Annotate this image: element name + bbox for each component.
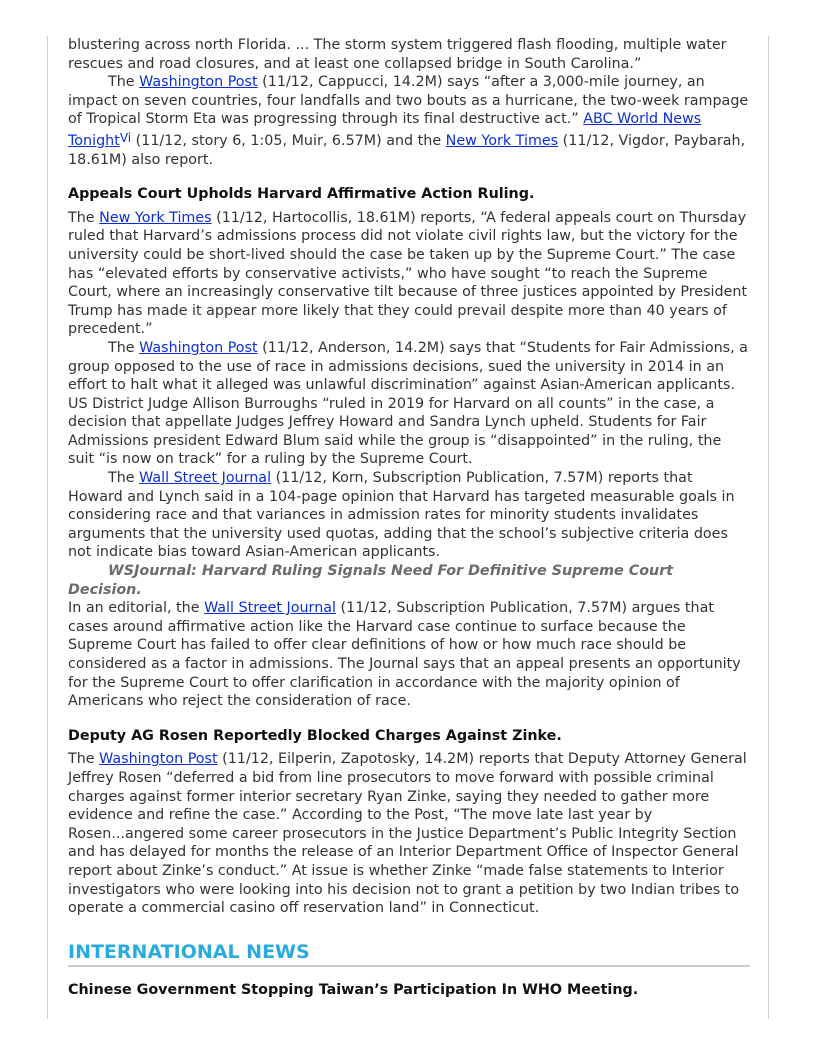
harvard-paragraph-2 bbox=[68, 339, 750, 469]
video-icon[interactable]: Vi bbox=[119, 130, 132, 145]
intro-paragraph-1: blustering across north Florida. ... The storm system triggered flash flooding, multiple water rescues and road closures, and at least one collapsed bridge in South Carolina.” bbox=[68, 37, 727, 72]
text-span: (11/12, Eilperin, Zapotosky, 14.2M) reports that Deputy Attorney General Jeffrey Rosen “deferred a bid from line prosecutors to move forward with possible criminal charges against former interior secretary Ryan Zinke, saying they needed to gather more evidence and refine the case.” According to the Post, “The move late last year by Rosen...angered some career prosecutors in the Justice Department’s Public Integrity Section and has delayed for months the release of an Interior Department Office of Inspector General report about Zinke’s conduct.” At issue is whether Zinke “made false statements to Interior investigators who were looking into his decision not to grant a petition by two Indian tribes to operate a commercial casino off reservation land” in Connecticut. bbox=[68, 751, 747, 917]
harvard-headline: Appeals Court Upholds Harvard Affirmative Action Ruling. bbox=[68, 186, 535, 203]
harvard-paragraph-4 bbox=[68, 599, 750, 711]
harvard-paragraph-3 bbox=[68, 469, 750, 562]
text-span: In an editorial, the bbox=[68, 600, 205, 617]
intro-paragraph-2 bbox=[68, 73, 750, 169]
left-border bbox=[47, 36, 48, 1019]
wall-street-journal-link[interactable]: Wall Street Journal bbox=[204, 600, 336, 617]
taiwan-who-headline: Chinese Government Stopping Taiwan’s Participation In WHO Meeting. bbox=[68, 981, 639, 998]
text-span: (11/12, Cappucci, 14.2M) says “after a 3,000-mile journey, an impact on seven countries, four landfalls and two bouts as a hurricane, the two-week rampage of Tropical Storm Eta was progressing through its final destructive act.” bbox=[68, 74, 749, 128]
text-span: The bbox=[108, 470, 140, 487]
zinke-headline: Deputy AG Rosen Reportedly Blocked Charges Against Zinke. bbox=[68, 727, 562, 744]
zinke-paragraph-1 bbox=[68, 750, 750, 917]
text-span: The bbox=[108, 339, 140, 356]
new-york-times-link[interactable]: New York Times bbox=[445, 132, 559, 149]
washington-post-link[interactable]: Washington Post bbox=[139, 339, 258, 356]
text-span: (11/12, Korn, Subscription Publication, 7.57M) reports that Howard and Lynch said in a 104-page opinion that Harvard has targeted measurable goals in considering race and that variances in admission rates for minority students invalidates arguments that the university used quotas, adding that the school’s subjective criteria does not indicate bias toward Asian-American applicants. bbox=[68, 470, 735, 561]
editorial-subhead: WSJournal: Harvard Ruling Signals Need For Definitive Supreme Court Decision. bbox=[68, 563, 674, 598]
text-span: (11/12, Hartocollis, 18.61M) reports, “A federal appeals court on Thursday ruled that Harvard’s admissions process did not violate civil rights law, but the victory for the university could be short-lived should the case be taken up by the Supreme Court.” The case has “elevated efforts by conservative activists,” who have sought “to reach the Supreme Court, where an increasingly conservative tilt because of three justices appointed by President Trump has made it appear more likely that they could prevail despite more than 40 years of precedent.” bbox=[68, 209, 748, 338]
text-span: The bbox=[68, 751, 100, 768]
wall-street-journal-link[interactable]: Wall Street Journal bbox=[139, 470, 272, 487]
right-border bbox=[768, 36, 769, 1019]
new-york-times-link[interactable]: New York Times bbox=[99, 209, 212, 226]
text-span: The bbox=[108, 74, 140, 91]
newsletter-content bbox=[68, 36, 750, 1004]
international-news-section-title: INTERNATIONAL NEWS bbox=[68, 940, 750, 967]
text-span: (11/12, Vigdor, Paybarah, 18.61M) also report. bbox=[68, 132, 746, 168]
washington-post-link[interactable]: Washington Post bbox=[99, 751, 218, 768]
text-span: (11/12, Subscription Publication, 7.57M) argues that cases around affirmative action like the Harvard case continue to surface because the Supreme Court has failed to offer clear definitions of how or how much race should be considered as a factor in admissions. The Journal says that an appeal presents an opportunity for the Supreme Court to offer clarification in accordance with the majority opinion of Americans who reject the consideration of race. bbox=[68, 600, 741, 710]
text-span: (11/12, Anderson, 14.2M) says that “Students for Fair Admissions, a group opposed to the use of race in admissions decisions, sued the university in 2014 in an effort to halt what it alleged was unlawful discrimination” against Asian-American applicants. US District Judge Allison Burroughs “ruled in 2019 for Harvard on all counts” in the case, a decision that appellate Judges Jeffrey Howard and Sandra Lynch upheld. Students for Fair Admissions president Edward Blum said while the group is “disappointed” in the ruling, the suit “is now on track” for a ruling by the Supreme Court. bbox=[68, 339, 748, 468]
text-span: The bbox=[68, 209, 100, 226]
harvard-paragraph-1 bbox=[68, 209, 750, 339]
abc-world-news-link[interactable]: ABC World News Tonight bbox=[68, 111, 702, 149]
washington-post-link[interactable]: Washington Post bbox=[139, 74, 258, 91]
text-span: (11/12, story 6, 1:05, Muir, 6.57M) and the bbox=[131, 132, 446, 149]
